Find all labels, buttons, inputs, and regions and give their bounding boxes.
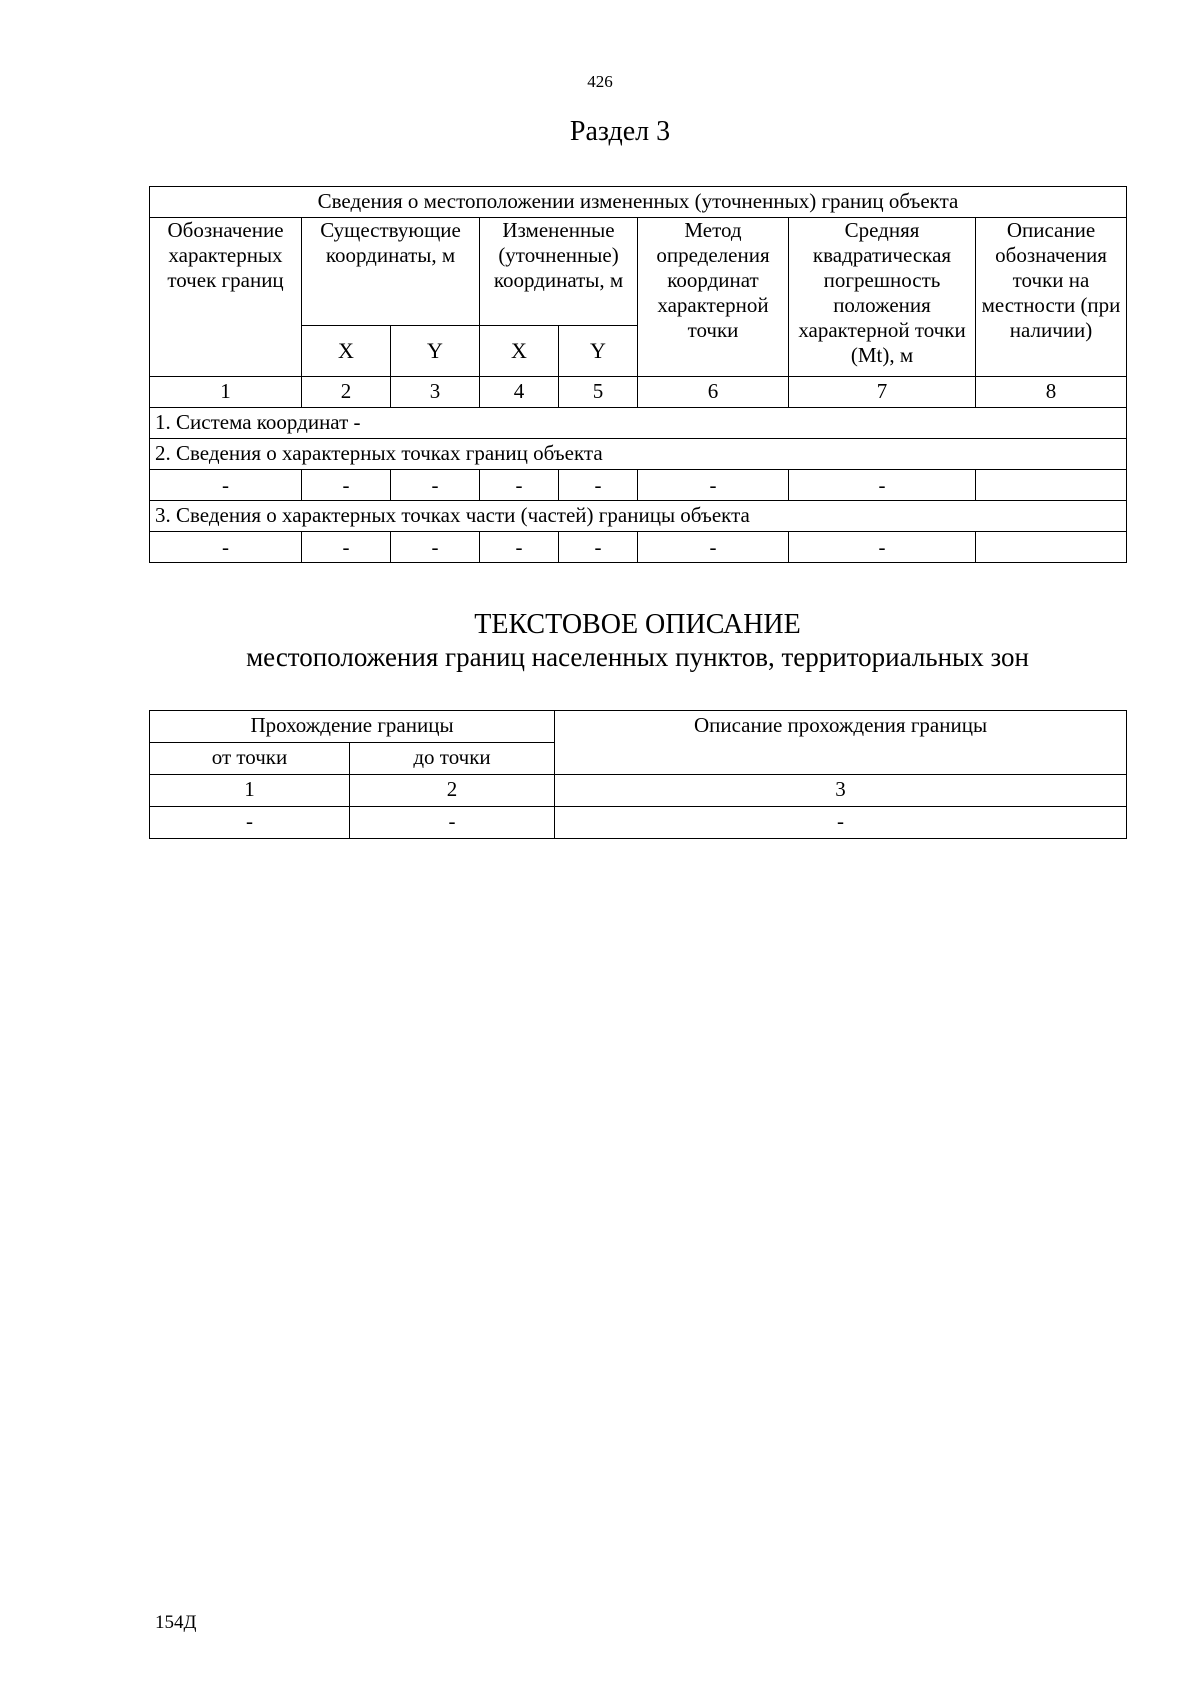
table-cell: - bbox=[391, 470, 480, 501]
table-cell: - bbox=[638, 470, 789, 501]
axis-label-y: Y bbox=[559, 325, 638, 376]
table-cell bbox=[976, 532, 1127, 563]
table-cell: - bbox=[559, 470, 638, 501]
axis-label-y: Y bbox=[391, 325, 480, 376]
table-cell: - bbox=[391, 532, 480, 563]
header-boundary-passage: Прохождение границы bbox=[150, 711, 555, 743]
boundary-points-table bbox=[149, 186, 1127, 563]
section-title: Раздел 3 bbox=[569, 116, 671, 147]
section-coordinate-system: 1. Система координат - bbox=[150, 408, 1127, 439]
column-number: 5 bbox=[559, 377, 638, 408]
table-cell: - bbox=[789, 532, 976, 563]
table-cell: - bbox=[480, 532, 559, 563]
table-cell: - bbox=[789, 470, 976, 501]
header-passage-description: Описание прохождения границы bbox=[555, 711, 1127, 775]
header-mean-error: Средняя квадратическая погрешность положения характерной точки (Mt), м bbox=[789, 218, 976, 377]
table-cell bbox=[976, 470, 1127, 501]
table-cell: - bbox=[480, 470, 559, 501]
column-number: 6 bbox=[638, 377, 789, 408]
column-number: 3 bbox=[555, 775, 1127, 807]
header-point-description: Описание обозначения точки на местности (при наличии) bbox=[976, 218, 1127, 377]
header-point-designation: Обозначение характерных точек границ bbox=[150, 218, 302, 377]
column-number: 2 bbox=[350, 775, 555, 807]
table-caption: Сведения о местоположении измененных (уточненных) границ объекта bbox=[150, 187, 1127, 218]
page-number: 426 bbox=[587, 72, 613, 91]
column-number: 2 bbox=[302, 377, 391, 408]
footer-code: 154Д bbox=[155, 1612, 197, 1633]
header-from-point: от точки bbox=[150, 743, 350, 775]
header-to-point: до точки bbox=[350, 743, 555, 775]
table-cell: - bbox=[302, 470, 391, 501]
column-number: 4 bbox=[480, 377, 559, 408]
column-number: 1 bbox=[150, 377, 302, 408]
table-cell: - bbox=[150, 807, 350, 839]
section-boundary-points: 2. Сведения о характерных точках границ объекта bbox=[150, 439, 1127, 470]
table-cell: - bbox=[559, 532, 638, 563]
column-number: 3 bbox=[391, 377, 480, 408]
table-cell: - bbox=[638, 532, 789, 563]
table-cell: - bbox=[150, 470, 302, 501]
table-cell: - bbox=[150, 532, 302, 563]
column-number: 1 bbox=[150, 775, 350, 807]
header-method: Метод определения координат характерной точки bbox=[638, 218, 789, 377]
axis-label-x: X bbox=[480, 325, 559, 376]
column-number: 7 bbox=[789, 377, 976, 408]
table-cell: - bbox=[555, 807, 1127, 839]
axis-label-x: X bbox=[302, 325, 391, 376]
header-existing-coordinates: Существующие координаты, м bbox=[302, 218, 480, 326]
header-changed-coordinates: Измененные (уточненные) координаты, м bbox=[480, 218, 638, 326]
column-number: 8 bbox=[976, 377, 1127, 408]
table-cell: - bbox=[350, 807, 555, 839]
table-cell: - bbox=[302, 532, 391, 563]
section-part-boundary-points: 3. Сведения о характерных точках части (частей) границы объекта bbox=[150, 501, 1127, 532]
text-description-subheading: местоположения границ населенных пунктов, территориальных зон bbox=[246, 642, 1029, 672]
text-description-heading: ТЕКСТОВОЕ ОПИСАНИЕ bbox=[474, 609, 801, 640]
boundary-passage-table bbox=[149, 710, 1127, 839]
